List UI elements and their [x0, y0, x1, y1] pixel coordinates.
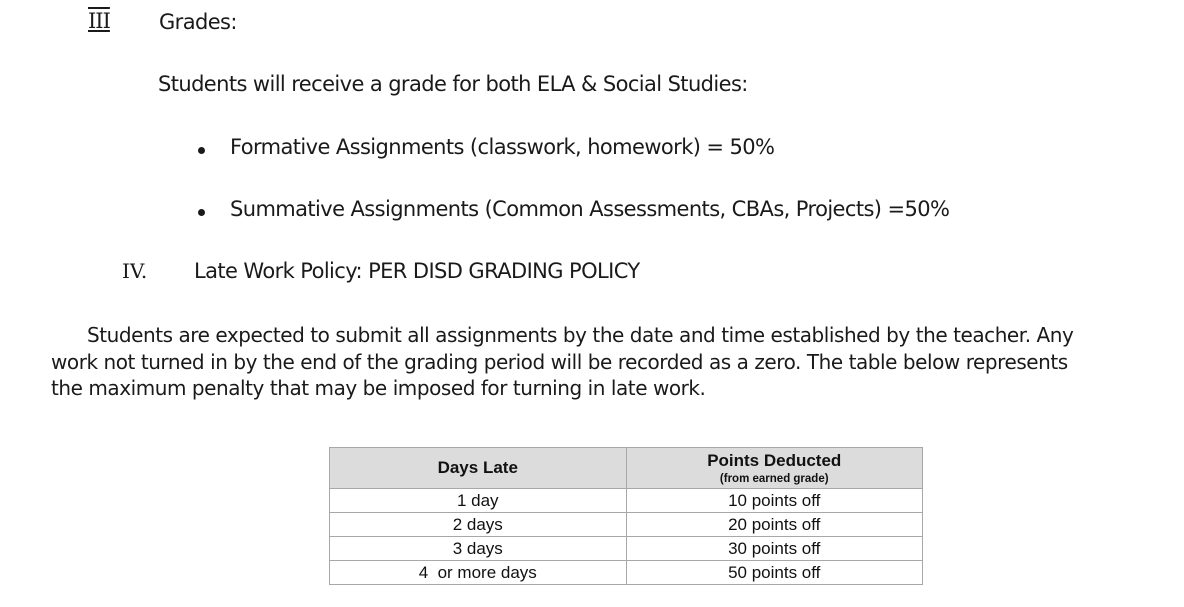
table-header-row	[330, 448, 923, 489]
points-deducted-header	[626, 448, 923, 489]
table-row	[330, 537, 923, 561]
days-cell: 3 days	[330, 537, 627, 561]
bullet-dot-icon	[198, 147, 205, 154]
grades-intro: Students will receive a grade for both ELA & Social Studies:	[158, 72, 748, 96]
section-four-heading: Late Work Policy: PER DISD GRADING POLICY	[194, 259, 640, 283]
points-cell: 10 points off	[626, 489, 923, 513]
paragraph-line: Students are expected to submit all assignments by the date and time established by the teacher. Any	[87, 323, 1074, 347]
table-row	[330, 561, 923, 585]
days-cell: 1 day	[330, 489, 627, 513]
section-four-numeral: IV.	[122, 259, 148, 283]
days-late-header	[330, 448, 627, 489]
bullet-summative: Summative Assignments (Common Assessments, CBAs, Projects) =50%	[230, 197, 950, 221]
bullet-dot-icon	[198, 209, 205, 216]
days-cell: 2 days	[330, 513, 627, 537]
points-cell: 50 points off	[626, 561, 923, 585]
section-three-heading: Grades:	[159, 10, 237, 34]
points-deducted-header-label: Points Deducted	[707, 450, 842, 470]
points-cell: 30 points off	[626, 537, 923, 561]
days-late-header-label: Days Late	[437, 458, 518, 477]
points-deducted-subheader: (from earned grade)	[719, 472, 829, 485]
bullet-formative: Formative Assignments (classwork, homework) = 50%	[230, 135, 775, 159]
paragraph-line: the maximum penalty that may be imposed for turning in late work.	[51, 376, 706, 400]
paragraph-line: work not turned in by the end of the grading period will be recorded as a zero. The table below represents	[51, 349, 1068, 374]
late-penalty-table	[329, 447, 923, 585]
points-cell: 20 points off	[626, 513, 923, 537]
table-row	[330, 513, 923, 537]
section-three-numeral: III	[88, 9, 110, 33]
days-cell: 4 or more days	[330, 561, 627, 585]
late-work-paragraph	[51, 322, 1141, 402]
table-row	[330, 489, 923, 513]
